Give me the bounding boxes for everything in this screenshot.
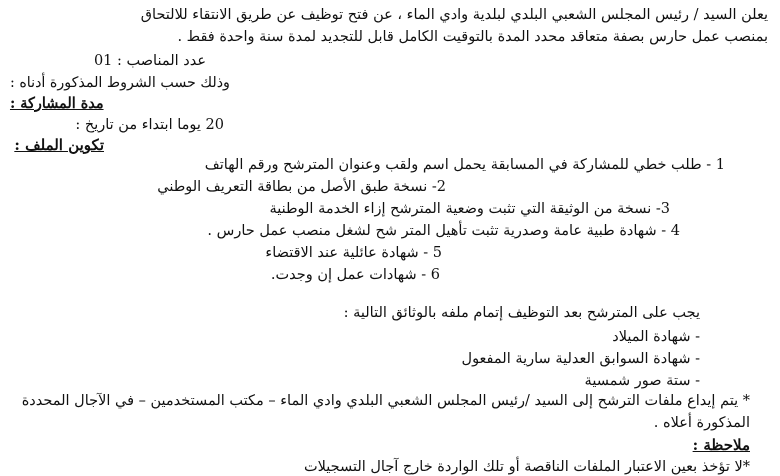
file-item-1: 1 - طلب خطي للمشاركة في المسابقة يحمل اسم ولقب وعنوان المترشح ورقم الهاتف xyxy=(204,157,725,173)
after-hire-item-1: - شهادة الميلاد xyxy=(612,329,700,345)
after-hire-item-3: - ستة صور شمسية xyxy=(584,373,700,389)
note-text: *لا تؤخذ بعين الاعتبار الملفات الناقصة أو تلك الواردة خارج آجال التسجيلات xyxy=(303,459,750,475)
deposit-line-1: * يتم إيداع ملفات الترشح إلى السيد /رئيس المجلس الشعبي البلدي وادي الماء – مكتب المستخدمين – في الآجال المحددة xyxy=(21,393,750,409)
after-hire-item-2: - شهادة السوابق العدلية سارية المفعول xyxy=(461,351,700,367)
intro-line-1: يعلن السيد / رئيس المجلس الشعبي البلدي لبلدية وادي الماء ، عن فتح توظيف عن طريق الانتقاء للالتحاق xyxy=(140,7,768,23)
deposit-line-2: المذكورة أعلاه . xyxy=(653,415,750,431)
positions-count: عدد المناصب : 01 xyxy=(93,53,206,69)
intro-line-2: بمنصب عمل حارس بصفة متعاقد محدد المدة بالتوقيت الكامل قابل للتجديد لمدة سنة واحدة فقط . xyxy=(177,29,768,45)
file-item-3: 3- نسخة من الوثيقة التي تثبت وضعية المترشح إزاء الخدمة الوطنية xyxy=(269,201,670,217)
after-hire-intro: يجب على المترشح بعد التوظيف إتمام ملفه بالوثائق التالية : xyxy=(343,305,700,321)
file-heading: تكوين الملف : xyxy=(14,136,104,154)
file-item-2: 2- نسخة طبق الأصل من بطاقة التعريف الوطني xyxy=(157,179,446,195)
duration-text: 20 يوما ابتداء من تاريخ : xyxy=(75,117,224,133)
file-item-4: 4 - شهادة طبية عامة وصدرية تثبت تأهيل المتر شح لشغل منصب عمل حارس . xyxy=(207,223,680,239)
file-item-5: 5 - شهادة عائلية عند الاقتضاء xyxy=(265,245,442,261)
conditions-text: وذلك حسب الشروط المذكورة أدناه : xyxy=(10,75,230,91)
duration-heading: مدة المشاركة : xyxy=(10,94,104,112)
file-item-6: 6 - شهادات عمل إن وجدت. xyxy=(270,267,440,283)
note-heading: ملاحظة : xyxy=(692,436,750,454)
